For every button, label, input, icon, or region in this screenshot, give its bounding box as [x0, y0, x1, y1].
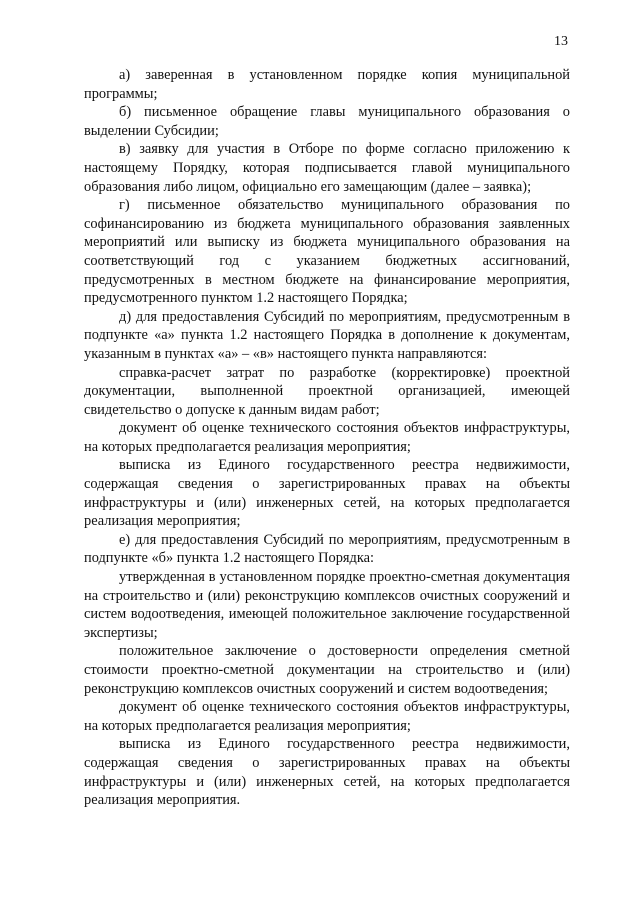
page-number: 13 [554, 34, 568, 49]
paragraph-e-item-3: документ об оценке технического состояния объектов инфраструктуры, на которых предполагается реализация мероприятия; [84, 699, 570, 734]
paragraph-e-item-2: положительное заключение о достоверности определения сметной стоимости проектно-сметной документации на строительство и (или) реконструкцию комплексов очистных сооружений и систем водоотведения; [84, 643, 570, 697]
paragraph-a: а) заверенная в установленном порядке копия муниципальной программы; [84, 67, 570, 102]
paragraph-d-item-2: документ об оценке технического состояния объектов инфраструктуры, на которых предполагается реализация мероприятия; [84, 420, 570, 455]
paragraph-d-item-1: справка-расчет затрат по разработке (корректировке) проектной документации, выполненной проектной организацией, имеющей свидетельство о допуске к данным видам работ; [84, 364, 570, 418]
paragraph-g: г) письменное обязательство муниципального образования по софинансированию из бюджета муниципального образования заявленных мероприятий или выписку из бюджета муниципального образования на соответствующий год с указанием бюджетных ассигнований, предусмотренных в местном бюджете на финансирование мероприятия, предусмотренного пунктом 1.2 настоящего Порядка; [84, 197, 570, 307]
paragraph-e-item-1: утвержденная в установленном порядке проектно-сметная документация на строительство и (или) реконструкцию комплексов очистных сооружений и систем водоотведения, имеющей положительное заключение государственной экспертизы; [84, 569, 570, 641]
document-body [84, 66, 570, 810]
paragraph-v: в) заявку для участия в Отборе по форме согласно приложению к настоящему Порядку, которая подписывается главой муниципального образования либо лицом, официально его замещающим (далее – заявка); [84, 141, 570, 195]
paragraph-e-item-4: выписка из Единого государственного реестра недвижимости, содержащая сведения о зарегистрированных правах на объекты инфраструктуры и (или) инженерных сетей, на которых предполагается реализация мероприятия. [84, 736, 570, 809]
paragraph-b: б) письменное обращение главы муниципального образования о выделении Субсидии; [84, 104, 570, 139]
paragraph-d-item-3: выписка из Единого государственного реестра недвижимости, содержащая сведения о зарегистрированных правах на объекты инфраструктуры и (или) инженерных сетей, на которых предполагается реализация мероприятия; [84, 457, 570, 530]
paragraph-e: е) для предоставления Субсидий по мероприятиям, предусмотренным в подпункте «б» пункта 1.2 настоящего Порядка: [84, 531, 570, 567]
paragraph-d: д) для предоставления Субсидий по мероприятиям, предусмотренным в подпункте «а» пункта 1.2 настоящего Порядка в дополнение к документам, указанным в пунктах «а» – «в» настоящего пункта направляются: [84, 308, 570, 362]
